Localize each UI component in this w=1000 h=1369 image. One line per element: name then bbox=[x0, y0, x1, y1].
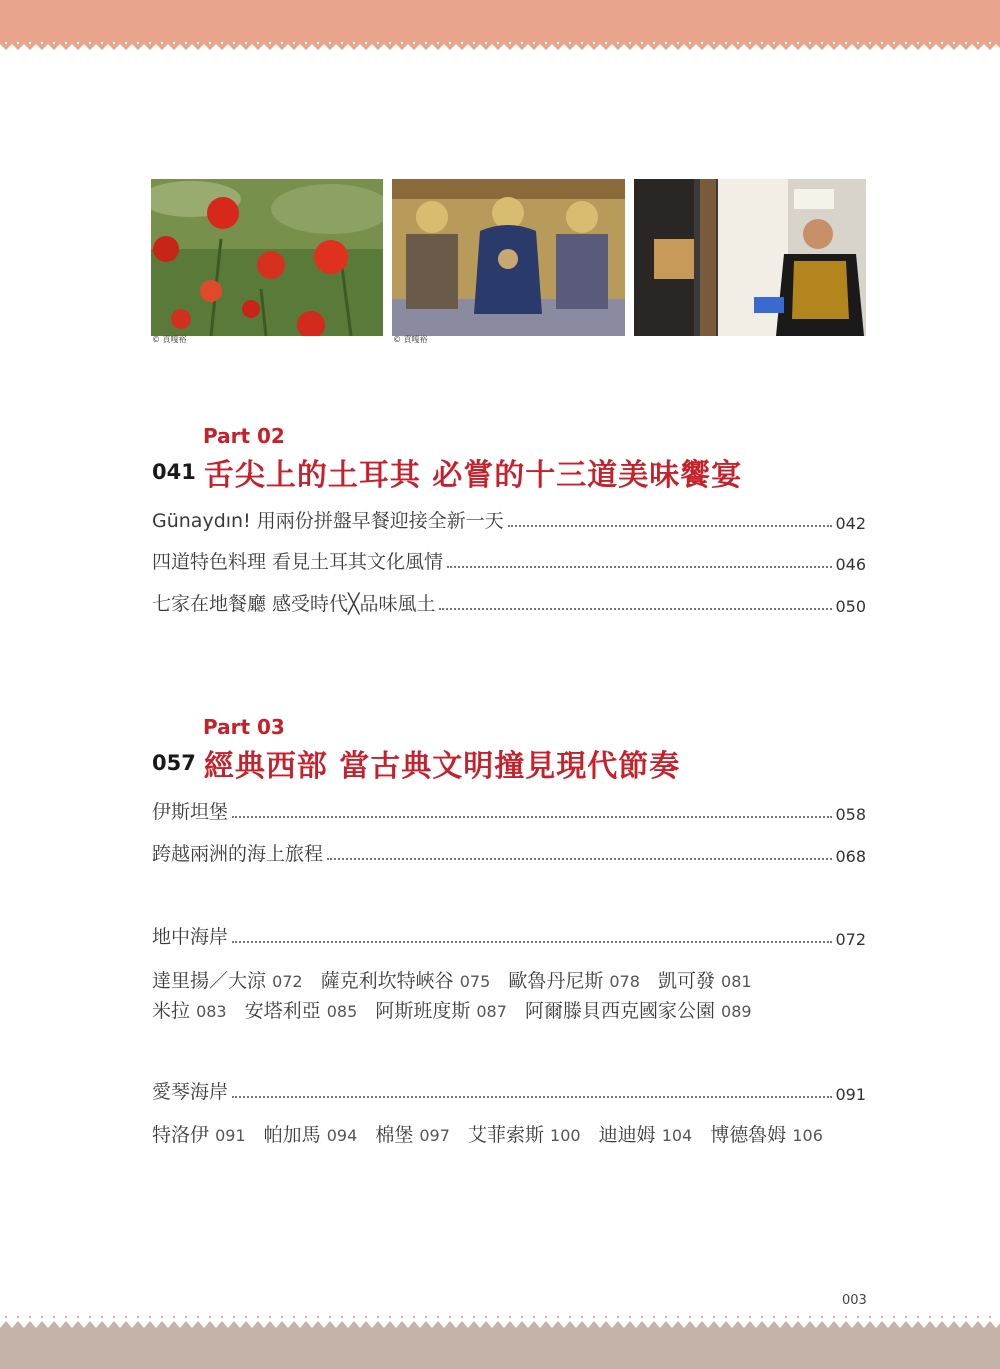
dot-leader bbox=[439, 608, 832, 610]
toc-entry-page: 058 bbox=[835, 805, 866, 824]
toc-entry-label: Günaydın! 用兩份拼盤早餐迎接全新一天 bbox=[152, 510, 504, 532]
top-border-band bbox=[0, 0, 1000, 44]
place-name[interactable]: 迪迪姆 bbox=[598, 1124, 656, 1146]
place-name[interactable]: 特洛伊 bbox=[152, 1124, 210, 1146]
toc-entry-label: 四道特色料理 看見土耳其文化風情 bbox=[152, 551, 444, 573]
toc-entry-label: 愛琴海岸 bbox=[152, 1081, 229, 1103]
toc-entry[interactable] bbox=[152, 548, 866, 574]
place-name[interactable]: 棉堡 bbox=[375, 1124, 414, 1146]
part-02-title: 舌尖上的土耳其 必嘗的十三道美味饗宴 bbox=[203, 458, 743, 493]
place-page: 089 bbox=[721, 1002, 752, 1021]
part-02-label: Part 02 bbox=[203, 424, 285, 448]
place-name[interactable]: 阿斯班度斯 bbox=[375, 1000, 471, 1022]
part-03-heading bbox=[152, 743, 680, 783]
top-lace-border bbox=[0, 40, 1000, 54]
aegean-places-line bbox=[152, 1120, 835, 1147]
place-name[interactable]: 米拉 bbox=[152, 1000, 191, 1022]
ice-cream-vendor-photo bbox=[634, 179, 866, 336]
photo-credit: © 貢嘎裕 bbox=[152, 335, 187, 344]
toc-entry-page: 072 bbox=[835, 930, 866, 949]
toc-entry[interactable] bbox=[152, 840, 866, 866]
place-page: 097 bbox=[419, 1126, 450, 1145]
byzantine-mosaic-photo bbox=[392, 179, 625, 336]
place-name[interactable]: 達里揚／大涼 bbox=[152, 970, 267, 992]
bottom-border-band bbox=[0, 1328, 1000, 1369]
place-page: 087 bbox=[476, 1002, 507, 1021]
place-page: 091 bbox=[215, 1126, 246, 1145]
photo-credit: © 貢嘎裕 bbox=[393, 335, 428, 344]
toc-entry-label: 伊斯坦堡 bbox=[152, 801, 229, 823]
dot-leader bbox=[232, 941, 832, 943]
part-03-title: 經典西部 當古典文明撞見現代節奏 bbox=[203, 749, 681, 784]
toc-entry-page: 091 bbox=[835, 1085, 866, 1104]
toc-entry[interactable] bbox=[152, 590, 866, 616]
toc-region-aegean[interactable] bbox=[152, 1078, 866, 1104]
place-name[interactable]: 帕加馬 bbox=[263, 1124, 321, 1146]
poppy-flowers-photo bbox=[151, 179, 383, 336]
toc-entry-label: 跨越兩洲的海上旅程 bbox=[152, 843, 324, 865]
place-name[interactable]: 安塔利亞 bbox=[244, 1000, 321, 1022]
place-page: 083 bbox=[196, 1002, 227, 1021]
dot-leader bbox=[508, 525, 833, 527]
place-name[interactable]: 薩克利坎特峽谷 bbox=[320, 970, 454, 992]
place-page: 072 bbox=[272, 972, 303, 991]
place-name[interactable]: 阿爾滕貝西克國家公園 bbox=[524, 1000, 715, 1022]
toc-entry-label: 七家在地餐廳 感受時代╳品味風土 bbox=[152, 593, 436, 615]
place-page: 100 bbox=[550, 1126, 581, 1145]
mediterranean-places-line-1 bbox=[152, 966, 764, 993]
place-page: 104 bbox=[661, 1126, 693, 1145]
toc-entry[interactable] bbox=[152, 798, 866, 824]
mediterranean-places-line-2 bbox=[152, 996, 764, 1023]
place-page: 106 bbox=[792, 1126, 823, 1145]
place-page: 078 bbox=[609, 972, 640, 991]
toc-entry-page: 046 bbox=[835, 555, 866, 574]
place-name[interactable]: 艾菲索斯 bbox=[467, 1124, 544, 1146]
toc-region-mediterranean[interactable] bbox=[152, 923, 866, 949]
part-03-label: Part 03 bbox=[203, 715, 285, 739]
toc-entry[interactable] bbox=[152, 507, 866, 533]
toc-entry-page: 042 bbox=[835, 514, 866, 533]
place-page: 081 bbox=[721, 972, 752, 991]
toc-entry-page: 050 bbox=[835, 597, 866, 616]
part-02-heading bbox=[152, 452, 742, 492]
dot-leader bbox=[232, 816, 832, 818]
place-page: 075 bbox=[459, 972, 491, 991]
place-page: 085 bbox=[326, 1002, 358, 1021]
place-name[interactable]: 凱可發 bbox=[657, 970, 715, 992]
place-name[interactable]: 博德魯姆 bbox=[710, 1124, 787, 1146]
dot-leader bbox=[447, 566, 832, 568]
dot-leader bbox=[232, 1096, 832, 1098]
place-page: 094 bbox=[326, 1126, 358, 1145]
toc-entry-page: 068 bbox=[835, 847, 866, 866]
part-03-page: 057 bbox=[152, 751, 196, 775]
toc-entry-label: 地中海岸 bbox=[152, 926, 229, 948]
page-number: 003 bbox=[842, 1293, 867, 1308]
place-name[interactable]: 歐魯丹尼斯 bbox=[508, 970, 604, 992]
dot-leader bbox=[327, 858, 832, 860]
part-02-page: 041 bbox=[152, 460, 196, 484]
